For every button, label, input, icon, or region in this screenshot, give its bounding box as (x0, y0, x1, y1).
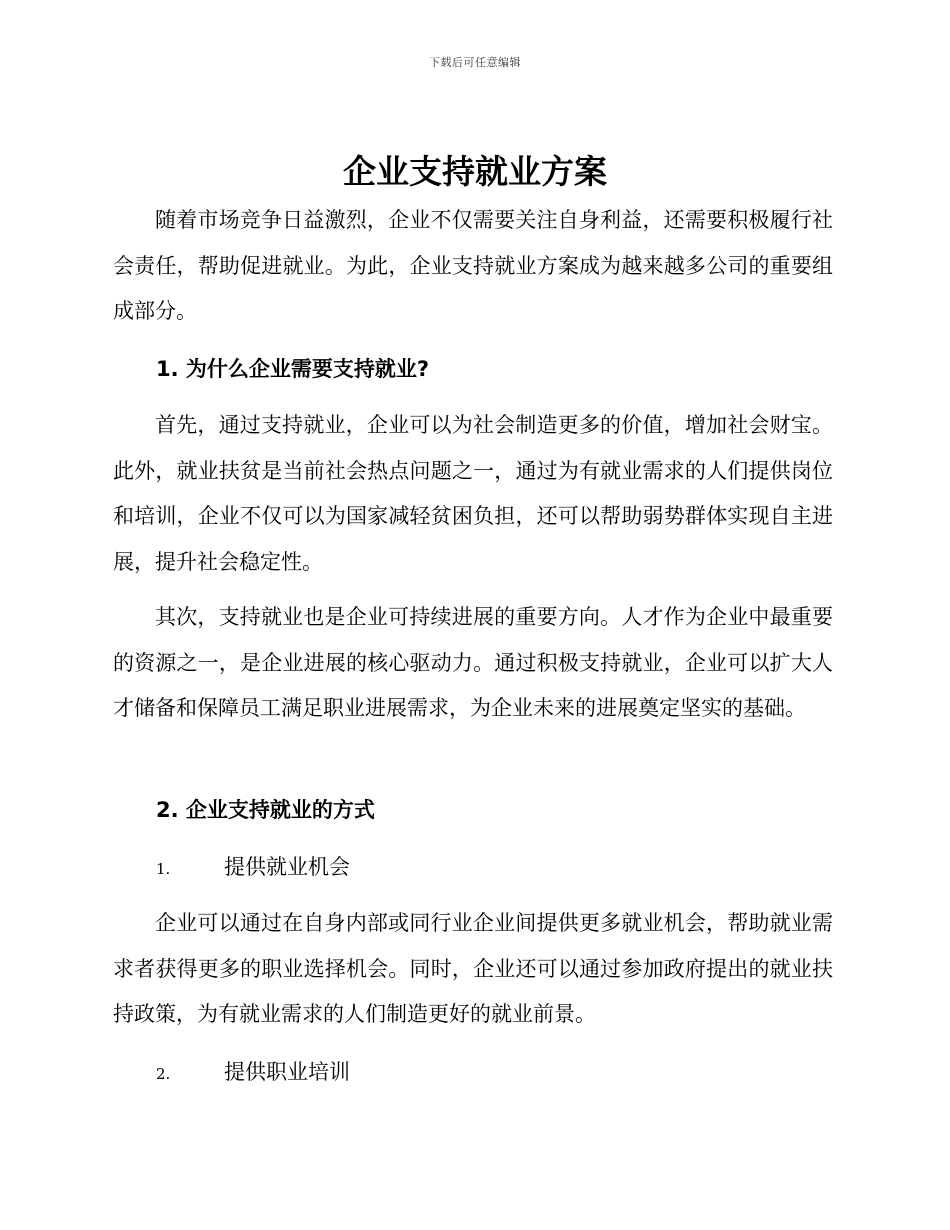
section-1-paragraph-1: 首先，通过支持就业，企业可以为社会制造更多的价值，增加社会财宝。此外，就业扶贫是当前社会热点问题之一，通过为有就业需求的人们提供岗位和培训，企业不仅可以为国家减轻贫困负担，还可以帮助弱势群体实现自主进展，提升社会稳定性。 (113, 413, 833, 574)
list-item (156, 1057, 350, 1089)
list-item (156, 852, 350, 884)
list-item-number: 2. (156, 1065, 171, 1083)
section-1-heading: 1. 为什么企业需要支持就业? (156, 357, 430, 381)
list-item-number: 1. (156, 860, 171, 878)
section-2-heading: 2. 企业支持就业的方式 (156, 798, 375, 822)
intro-paragraph: 随着市场竞争日益激烈，企业不仅需要关注自身利益，还需要积极履行社会责任，帮助促进就业。为此，企业支持就业方案成为越来越多公司的重要组成部分。 (113, 208, 833, 323)
document-title: 企业支持就业方案 (343, 152, 607, 191)
header-note: 下载后可任意编辑 (429, 56, 521, 69)
list-item-paragraph: 企业可以通过在自身内部或同行业企业间提供更多就业机会，帮助就业需求者获得更多的职业选择机会。同时，企业还可以通过参加政府提出的就业扶持政策，为有就业需求的人们制造更好的就业前景。 (113, 911, 833, 1026)
list-item-label: 提供职业培训 (224, 1060, 350, 1084)
list-item-label: 提供就业机会 (224, 855, 350, 879)
section-1-paragraph-2: 其次，支持就业也是企业可持续进展的重要方向。人才作为企业中最重要的资源之一，是企业进展的核心驱动力。通过积极支持就业，企业可以扩大人才储备和保障员工满足职业进展需求，为企业未来的进展奠定坚实的基础。 (113, 605, 833, 720)
